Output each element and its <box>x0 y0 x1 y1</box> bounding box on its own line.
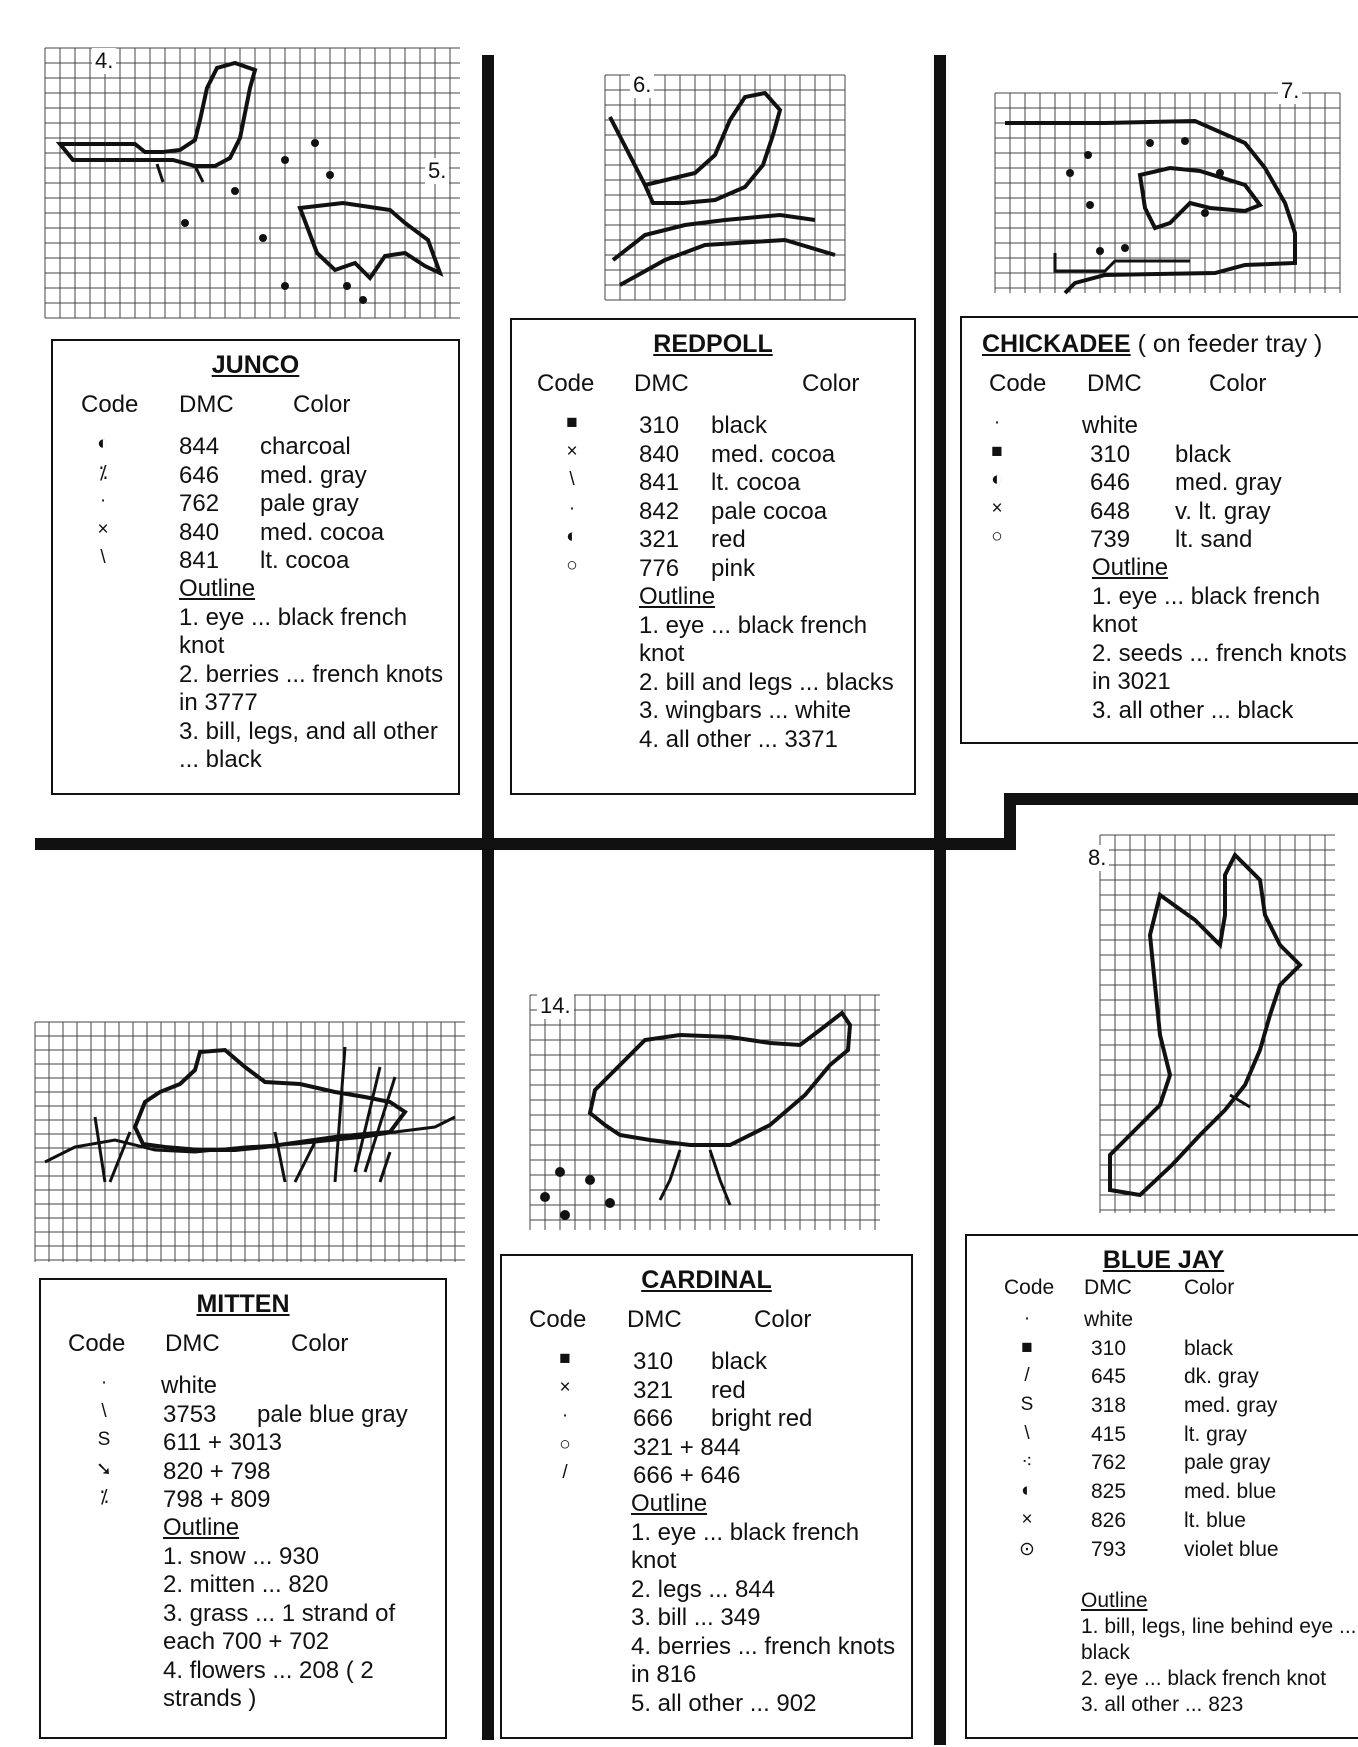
stitch-symbol: ○ <box>559 1433 571 1455</box>
dmc-number: white <box>1084 1308 1134 1331</box>
junco-title: JUNCO <box>211 351 300 379</box>
dmc-number: 310 <box>1091 1336 1127 1360</box>
thread-color: charcoal <box>260 433 351 460</box>
stitch-symbol: ■ <box>566 412 578 433</box>
code-header: Code <box>81 391 139 418</box>
divider-left-vertical <box>482 55 494 1740</box>
legend-row <box>967 1451 1357 1480</box>
legend-row <box>53 462 453 491</box>
redpoll-rows <box>512 412 912 583</box>
legend-row <box>967 1423 1357 1452</box>
outline-step: 2. eye ... black french knot <box>1081 1667 1327 1690</box>
dmc-number: 820 + 798 <box>163 1457 271 1485</box>
stitch-symbol: ○ <box>566 554 578 576</box>
cardinal-bird-outline <box>590 1013 850 1145</box>
legend-row <box>512 412 912 441</box>
thread-color: red <box>711 1376 746 1404</box>
dmc-number: 321 + 844 <box>633 1433 741 1461</box>
dmc-number: 646 <box>1090 469 1131 496</box>
outline-step: 4. berries ... french knots in 816 <box>631 1632 896 1688</box>
legend-row <box>41 1429 441 1458</box>
outline-step: 2. seeds ... french knots in 3021 <box>1092 639 1347 695</box>
outline-step: 5. all other ... 902 <box>631 1689 817 1717</box>
dmc-number: 826 <box>1091 1508 1127 1532</box>
legend-row <box>53 519 453 548</box>
dmc-number: 841 <box>179 547 220 574</box>
junco-outline <box>179 575 449 775</box>
mitten-rows <box>41 1372 441 1515</box>
legend-row <box>41 1401 441 1430</box>
dmc-number: 310 <box>633 1348 674 1375</box>
dmc-number: 321 <box>639 526 680 553</box>
dmc-header: DMC <box>634 370 689 397</box>
chart-number-8: 8. <box>1085 845 1109 871</box>
dmc-header: DMC <box>1087 370 1142 397</box>
redpoll-chart <box>605 75 845 300</box>
outline-step: 1. snow ... 930 <box>163 1542 320 1570</box>
dmc-number: 3753 <box>163 1400 217 1428</box>
legend-row <box>512 441 912 470</box>
dmc-number: 739 <box>1090 526 1131 553</box>
thread-color: med. cocoa <box>711 440 836 468</box>
code-header: Code <box>68 1330 126 1357</box>
redpoll-legend <box>510 318 916 795</box>
outline-step: 1. eye ... black french knot <box>631 1518 860 1574</box>
bluejay-chart <box>1100 835 1335 1213</box>
dmc-number: 840 <box>639 440 680 468</box>
outline-heading: Outline <box>639 583 716 610</box>
outline-step: 1. eye ... black french knot <box>639 611 868 667</box>
redpoll-outline <box>639 583 909 754</box>
stitch-symbol: / <box>562 1462 568 1483</box>
thread-color: lt. cocoa <box>260 547 350 574</box>
thread-color: pale blue gray <box>257 1400 408 1428</box>
stitch-symbol: × <box>97 518 109 540</box>
divider-horizontal-left <box>35 838 940 850</box>
stitch-symbol: ■ <box>991 440 1003 462</box>
dmc-number: 310 <box>639 412 680 439</box>
stitch-symbol: × <box>559 1376 571 1398</box>
legend-row <box>502 1462 902 1491</box>
stitch-symbol: ⁒ <box>99 1487 109 1508</box>
bluejay-title: BLUE JAY <box>1102 1246 1225 1274</box>
stitch-symbol: × <box>991 497 1003 519</box>
dmc-header: DMC <box>1084 1276 1132 1299</box>
chickadee-rows <box>962 412 1358 555</box>
stitch-symbol: × <box>566 440 578 462</box>
stitch-symbol: S <box>97 1429 111 1450</box>
mitten-legend <box>39 1278 447 1739</box>
legend-row <box>53 490 453 519</box>
outline-heading: Outline <box>631 1490 708 1517</box>
dmc-number: 611 + 3013 <box>163 1429 283 1456</box>
stitch-symbol: ⁖ <box>1021 1452 1033 1474</box>
chickadee-subtitle: ( on feeder tray ) <box>1137 330 1323 358</box>
chart-number-14: 14. <box>537 993 574 1019</box>
code-header: Code <box>529 1306 587 1333</box>
thread-color: pale gray <box>1184 1451 1271 1475</box>
dmc-number: 825 <box>1091 1480 1127 1504</box>
chart-number-7: 7. <box>1278 78 1302 104</box>
dmc-number: 666 + 646 <box>633 1462 741 1489</box>
chickadee-title: CHICKADEE <box>982 330 1131 358</box>
cardinal-outline <box>631 1490 909 1718</box>
color-header: Color <box>754 1306 812 1333</box>
dmc-number: 793 <box>1091 1537 1127 1561</box>
legend-row <box>512 498 912 527</box>
dmc-number: 776 <box>639 554 680 582</box>
legend-row <box>962 469 1358 498</box>
color-header: Color <box>1209 370 1267 397</box>
legend-row <box>967 1365 1357 1394</box>
junco-chart <box>45 48 460 318</box>
stitch-symbol: · <box>99 490 107 511</box>
legend-row <box>41 1372 441 1401</box>
stitch-symbol: ○ <box>991 526 1003 547</box>
outline-step: 4. flowers ... 208 ( 2 strands ) <box>163 1656 374 1712</box>
stitch-symbol: · <box>1023 1308 1031 1329</box>
outline-step: 3. grass ... 1 strand of each 700 + 702 <box>163 1599 396 1655</box>
cardinal-title: CARDINAL <box>641 1266 772 1294</box>
code-header: Code <box>989 370 1047 397</box>
divider-step-join <box>940 838 1016 850</box>
dmc-number: 840 <box>179 518 220 546</box>
legend-row <box>512 555 912 584</box>
thread-color: med. blue <box>1184 1480 1277 1504</box>
dmc-number: 310 <box>1090 440 1131 468</box>
bluejay-legend <box>965 1234 1358 1739</box>
stitch-symbol: \ <box>100 547 106 568</box>
thread-color: pale cocoa <box>711 497 828 525</box>
color-header: Color <box>802 370 860 397</box>
thread-color: black <box>711 1348 768 1375</box>
legend-row <box>53 547 453 576</box>
dmc-number: 318 <box>1091 1394 1127 1418</box>
thread-color: pink <box>711 554 756 582</box>
legend-row <box>962 441 1358 470</box>
cardinal-legend <box>500 1254 913 1739</box>
bluejay-outline <box>1081 1588 1358 1718</box>
code-header: Code <box>1004 1276 1055 1299</box>
color-header: Color <box>293 391 351 418</box>
dmc-number: white <box>1082 412 1139 439</box>
stitch-symbol: ➘ <box>96 1458 112 1480</box>
outline-step: 1. bill, legs, line behind eye ... black <box>1081 1615 1357 1664</box>
thread-color: v. lt. gray <box>1175 497 1271 525</box>
dmc-header: DMC <box>165 1330 220 1357</box>
divider-right-vertical <box>934 55 946 1745</box>
dmc-number: 415 <box>1091 1422 1127 1446</box>
legend-row <box>502 1348 902 1377</box>
thread-color: black <box>1175 440 1232 468</box>
stitch-symbol: · <box>100 1372 108 1393</box>
code-header: Code <box>537 370 595 397</box>
junco-rows <box>53 433 453 576</box>
outline-heading: Outline <box>1081 1589 1148 1612</box>
outline-step: 3. wingbars ... white <box>639 697 852 724</box>
outline-step: 2. mitten ... 820 <box>163 1571 329 1598</box>
stitch-symbol: ◐ <box>991 469 1003 490</box>
legend-row <box>967 1509 1357 1538</box>
stitch-symbol: \ <box>1024 1422 1030 1444</box>
stitch-symbol: · <box>568 497 576 519</box>
stitch-symbol: ◐ <box>1021 1480 1033 1502</box>
thread-color: med. gray <box>260 461 367 489</box>
thread-color: black <box>1184 1336 1234 1360</box>
legend-row <box>502 1434 902 1463</box>
chickadee-outline <box>1092 554 1357 725</box>
dmc-number: 646 <box>179 461 220 489</box>
legend-row <box>512 526 912 555</box>
legend-row <box>53 433 453 462</box>
thread-color: med. cocoa <box>260 518 385 546</box>
mitten-chart <box>35 1022 465 1262</box>
dmc-number: 844 <box>179 433 220 460</box>
outline-step: 2. bill and legs ... blacks <box>639 668 894 696</box>
dmc-number: 798 + 809 <box>163 1486 271 1513</box>
dmc-number: 645 <box>1091 1365 1127 1389</box>
dmc-number: 321 <box>633 1376 674 1404</box>
junco-bird-5-outline <box>300 203 440 278</box>
outline-step: 1. eye ... black french knot <box>179 603 408 659</box>
bluejay-rows <box>967 1308 1357 1566</box>
legend-row <box>41 1458 441 1487</box>
outline-step: 3. all other ... black <box>1092 696 1294 724</box>
dmc-number: 841 <box>639 469 680 496</box>
thread-color: bright red <box>711 1405 813 1432</box>
stitch-symbol: ■ <box>1021 1336 1033 1358</box>
legend-row <box>967 1308 1357 1337</box>
outline-step: 2. legs ... 844 <box>631 1575 776 1603</box>
redpoll-title: REDPOLL <box>653 330 773 358</box>
outline-step: 3. bill, legs, and all other ... black <box>179 717 438 773</box>
legend-row <box>967 1480 1357 1509</box>
thread-color: med. gray <box>1184 1394 1278 1418</box>
legend-row <box>502 1405 902 1434</box>
stitch-symbol: ■ <box>559 1348 571 1369</box>
cardinal-rows <box>502 1348 902 1491</box>
thread-color: lt. blue <box>1184 1508 1246 1532</box>
snow-outline <box>45 1117 455 1162</box>
chart-number-5: 5. <box>425 158 449 184</box>
outline-step: 1. eye ... black french knot <box>1092 582 1321 638</box>
stitch-symbol: / <box>1024 1365 1030 1387</box>
thread-color: black <box>711 412 768 439</box>
dmc-number: white <box>161 1372 218 1399</box>
thread-color: lt. sand <box>1175 526 1253 553</box>
stitch-symbol: ◐ <box>97 433 109 454</box>
stitch-symbol: ◐ <box>566 526 578 547</box>
thread-color: lt. cocoa <box>711 469 801 496</box>
outline-step: 3. bill ... 349 <box>631 1604 761 1631</box>
color-header: Color <box>1184 1276 1235 1299</box>
thread-color: lt. gray <box>1184 1422 1248 1446</box>
legend-row <box>967 1538 1357 1567</box>
outline-step: 3. all other ... 823 <box>1081 1693 1244 1716</box>
legend-row <box>967 1337 1357 1366</box>
legend-row <box>962 526 1358 555</box>
legend-row <box>962 498 1358 527</box>
outline-heading: Outline <box>163 1514 240 1541</box>
chickadee-chart <box>995 93 1340 293</box>
thread-color: violet blue <box>1184 1537 1279 1561</box>
outline-step: 4. all other ... 3371 <box>639 725 838 753</box>
dmc-header: DMC <box>627 1306 682 1333</box>
thread-color: red <box>711 526 746 553</box>
stitch-symbol: \ <box>101 1400 107 1422</box>
stitch-symbol: ⊙ <box>1019 1538 1035 1560</box>
chickadee-legend <box>960 316 1358 744</box>
cardinal-chart <box>530 995 880 1230</box>
dmc-number: 842 <box>639 497 680 525</box>
divider-horizontal-right <box>1004 793 1358 805</box>
dmc-number: 762 <box>179 490 220 517</box>
stitch-symbol: · <box>993 412 1001 433</box>
stitch-symbol: S <box>1020 1394 1034 1416</box>
dmc-number: 648 <box>1090 497 1131 525</box>
legend-row <box>512 469 912 498</box>
thread-color: pale gray <box>260 490 359 517</box>
legend-row <box>41 1486 441 1515</box>
thread-color: dk. gray <box>1184 1365 1259 1389</box>
outline-heading: Outline <box>1092 554 1169 581</box>
stitch-symbol: \ <box>569 469 575 490</box>
chart-number-6: 6. <box>630 72 654 98</box>
stitch-symbol: × <box>1021 1508 1033 1530</box>
legend-row <box>967 1394 1357 1423</box>
dmc-number: 666 <box>633 1405 674 1432</box>
outline-heading: Outline <box>179 575 256 602</box>
color-header: Color <box>291 1330 349 1357</box>
mitten-outline <box>163 1514 443 1714</box>
junco-legend <box>51 339 460 795</box>
dmc-header: DMC <box>179 391 234 418</box>
legend-row <box>502 1377 902 1406</box>
stitch-symbol: · <box>561 1405 569 1426</box>
dmc-number: 762 <box>1091 1451 1127 1475</box>
mitten-title: MITTEN <box>196 1290 290 1318</box>
stitch-symbol: ⁒ <box>98 462 108 484</box>
chart-number-4: 4. <box>92 48 116 74</box>
outline-step: 2. berries ... french knots in 3777 <box>179 660 444 716</box>
thread-color: med. gray <box>1175 469 1282 496</box>
legend-row <box>962 412 1358 441</box>
